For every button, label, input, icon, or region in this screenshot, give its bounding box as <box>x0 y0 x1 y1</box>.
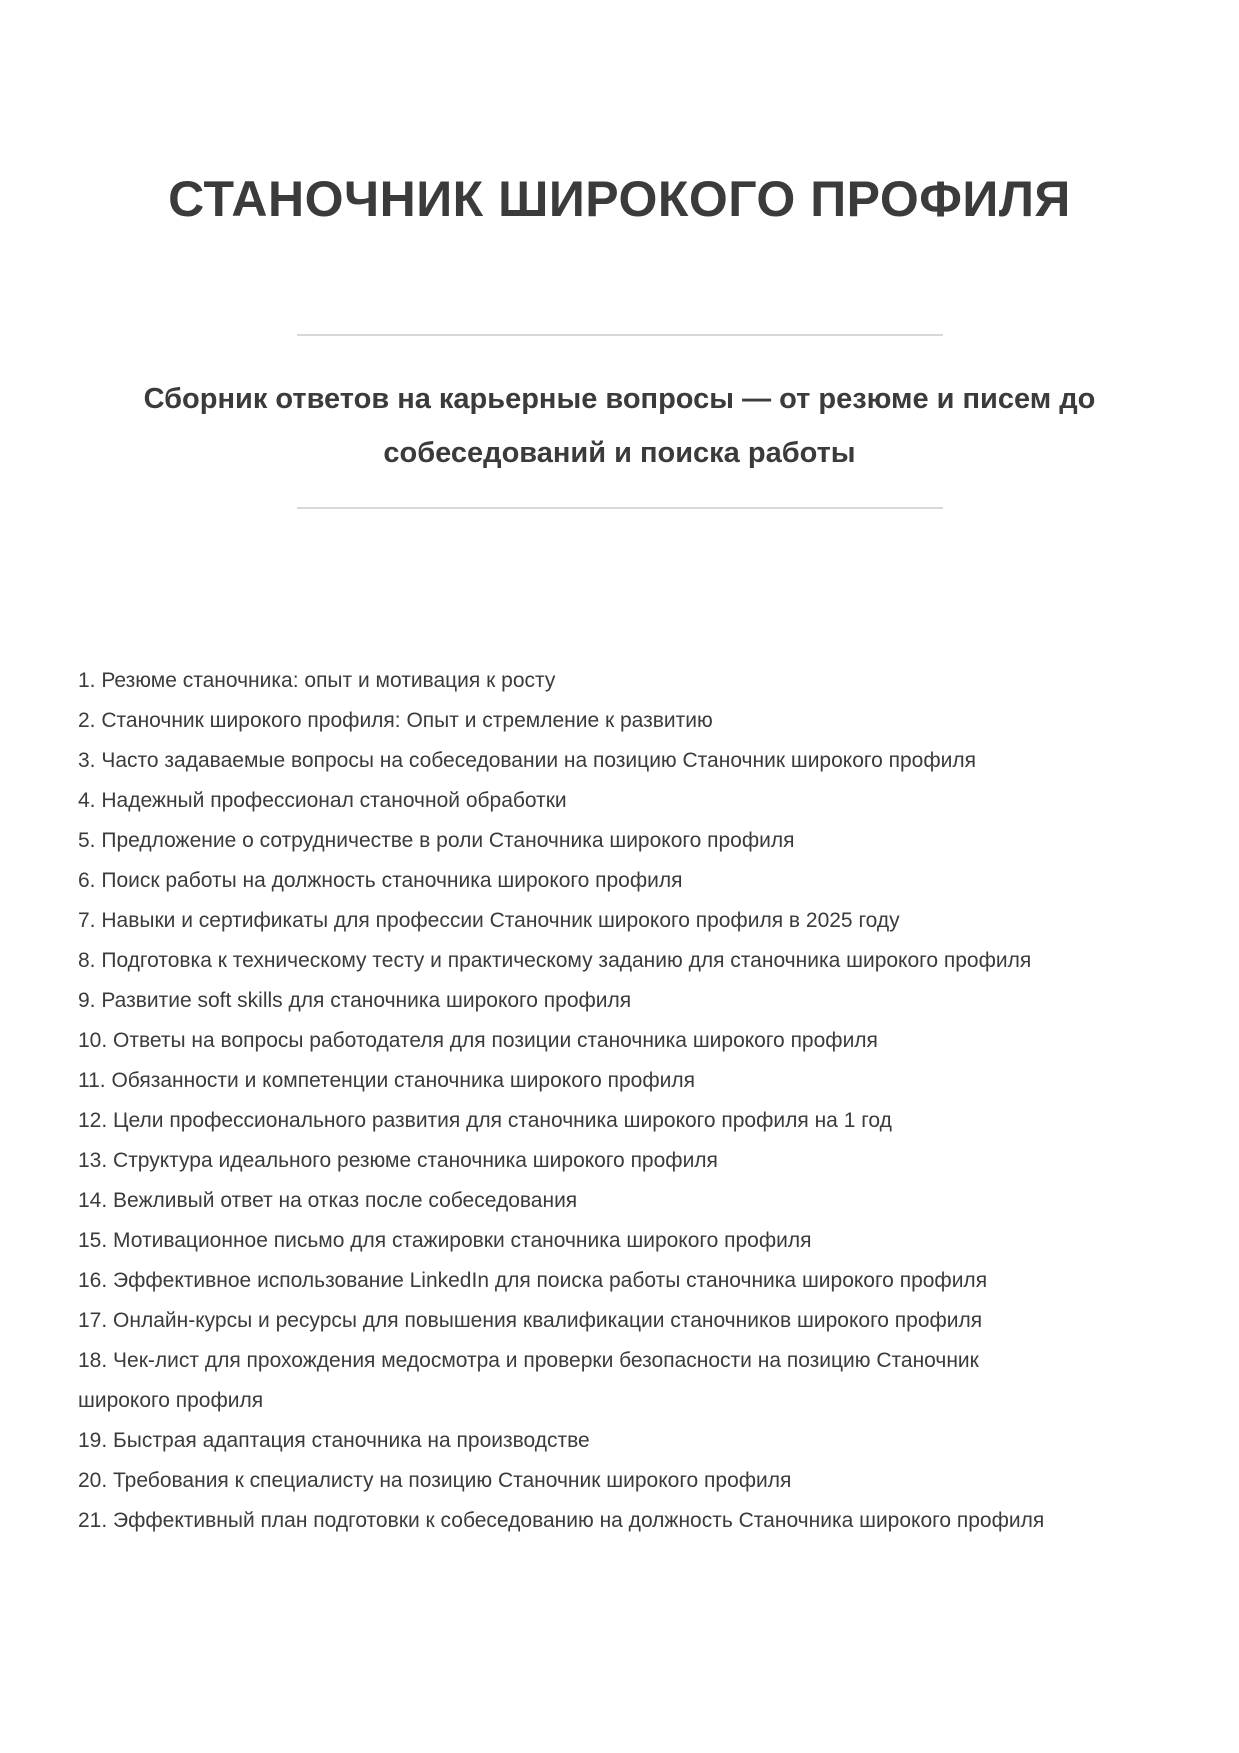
toc-item: 10. Ответы на вопросы работодателя для позиции станочника широкого профиля <box>78 1029 878 1052</box>
toc-item: 21. Эффективный план подготовки к собеседованию на должность Станочника широкого профиля <box>78 1509 1045 1532</box>
toc-item: 6. Поиск работы на должность станочника широкого профиля <box>78 869 683 892</box>
toc-item: 11. Обязанности и компетенции станочника широкого профиля <box>78 1069 695 1092</box>
toc-item: 9. Развитие soft skills для станочника широкого профиля <box>78 989 632 1012</box>
divider-top <box>297 334 943 336</box>
page-title: СТАНОЧНИК ШИРОКОГО ПРОФИЛЯ <box>168 171 1071 227</box>
toc-item: 5. Предложение о сотрудничестве в роли Станочника широкого профиля <box>78 829 795 852</box>
toc-item: 7. Навыки и сертификаты для профессии Станочник широкого профиля в 2025 году <box>78 909 900 932</box>
toc-item: 17. Онлайн-курсы и ресурсы для повышения квалификации станочников широкого профиля <box>78 1309 983 1332</box>
toc-item: 18. Чек-лист для прохождения медосмотра и проверки безопасности на позицию Станочник широкого профиля <box>78 1349 979 1412</box>
page-subtitle: Сборник ответов на карьерные вопросы — от резюме и писем до собеседований и поиска работы <box>143 383 1096 469</box>
toc-item: 1. Резюме станочника: опыт и мотивация к росту <box>78 669 556 692</box>
toc-list <box>78 661 1070 1541</box>
toc-item: 14. Вежливый ответ на отказ после собеседования <box>78 1189 578 1212</box>
toc-item: 13. Структура идеального резюме станочника широкого профиля <box>78 1149 718 1172</box>
toc-item: 12. Цели профессионального развития для станочника широкого профиля на 1 год <box>78 1109 892 1132</box>
toc-item: 2. Станочник широкого профиля: Опыт и стремление к развитию <box>78 709 713 732</box>
toc-item: 3. Часто задаваемые вопросы на собеседовании на позицию Станочник широкого профиля <box>78 749 976 772</box>
toc-item: 20. Требования к специалисту на позицию Станочник широкого профиля <box>78 1469 792 1492</box>
toc-item: 16. Эффективное использование LinkedIn для поиска работы станочника широкого профиля <box>78 1269 988 1292</box>
toc-item: 15. Мотивационное письмо для стажировки станочника широкого профиля <box>78 1229 812 1252</box>
toc-item: 8. Подготовка к техническому тесту и практическому заданию для станочника широкого профиля <box>78 949 1032 972</box>
toc-item: 19. Быстрая адаптация станочника на производстве <box>78 1429 590 1452</box>
toc-item: 4. Надежный профессионал станочной обработки <box>78 789 567 812</box>
divider-bottom <box>297 507 943 509</box>
